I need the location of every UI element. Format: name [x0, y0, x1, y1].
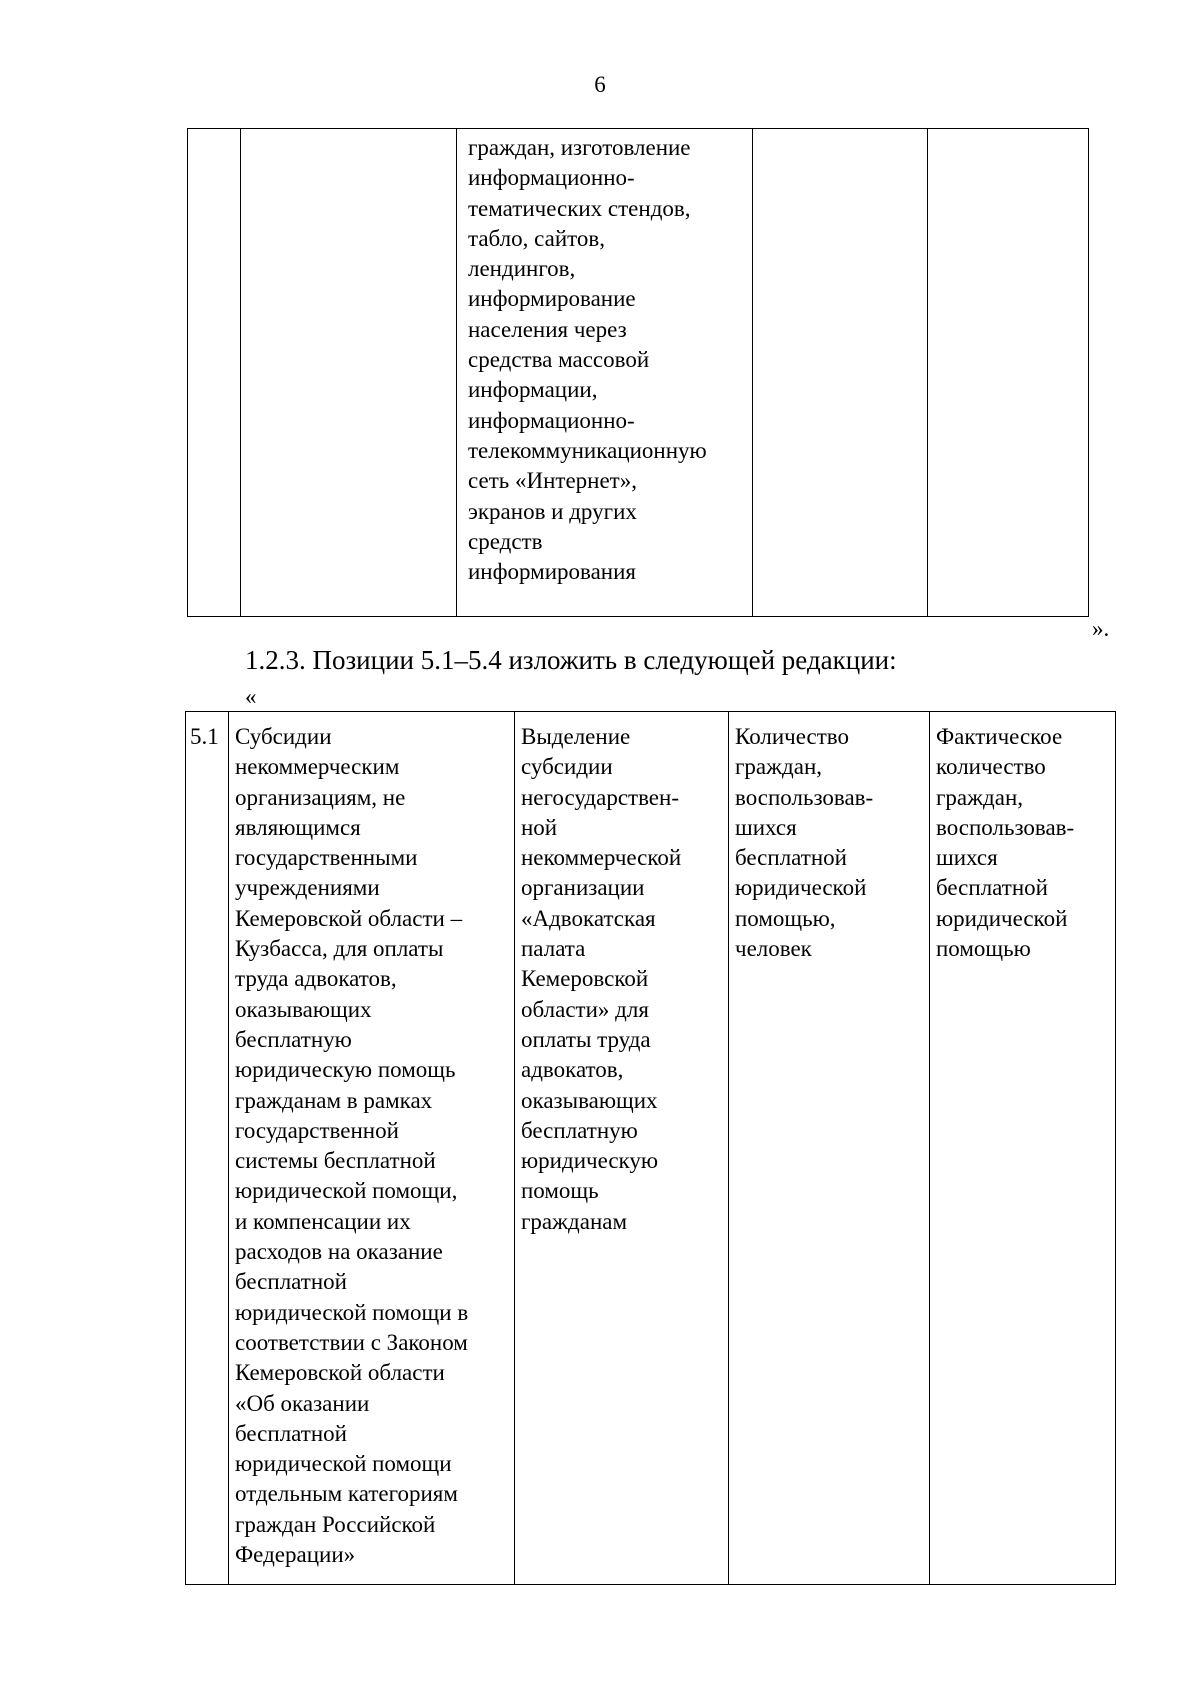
- table-cell-action: граждан, изготовление информационно- тематических стендов, табло, сайтов, лендингов, информирование населения через средства массовой информации, информационно- телекоммуникационную сеть «Интернет», экранов и других средств информирования: [457, 129, 753, 617]
- positions-table: [185, 711, 1116, 1585]
- row-number: 5.1: [186, 712, 229, 1585]
- amendment-paragraph: 1.2.3. Позиции 5.1–5.4 изложить в следующей редакции:: [245, 645, 897, 675]
- opening-quote: «: [245, 684, 257, 709]
- table-cell-actual: [928, 129, 1089, 617]
- table-cell-indicator: [753, 129, 928, 617]
- continued-table: [187, 128, 1089, 617]
- row-action: Выделение субсидии негосударствен- ной некоммерческой организации «Адвокатская палата Кемеровской области» для оплаты труда адвокатов, оказывающих бесплатную юридическую помощь гражданам: [515, 712, 729, 1585]
- page-number: 6: [594, 72, 606, 97]
- table-row: [188, 129, 1089, 617]
- row-description: Субсидии некоммерческим организациям, не являющимся государственными учреждениями Кемеровской области – Кузбасса, для оплаты труда адвокатов, оказывающих бесплатную юридическую помощь гражданам в рамках государственной системы бесплатной юридической помощи, и компенсации их расходов на оказание бесплатной юридической помощи в соответствии с Законом Кемеровской области «Об оказании бесплатной юридической помощи отдельным категориям граждан Российской Федерации»: [229, 712, 515, 1585]
- table-cell-number: [188, 129, 241, 617]
- table-cell-description: [241, 129, 457, 617]
- table-row: [186, 712, 1116, 1585]
- row-indicator: Количество граждан, воспользовав- шихся бесплатной юридической помощью, человек: [729, 712, 930, 1585]
- closing-quote: ».: [1092, 616, 1110, 641]
- row-actual-value: Фактическое количество граждан, воспользовав- шихся бесплатной юридической помощью: [930, 712, 1116, 1585]
